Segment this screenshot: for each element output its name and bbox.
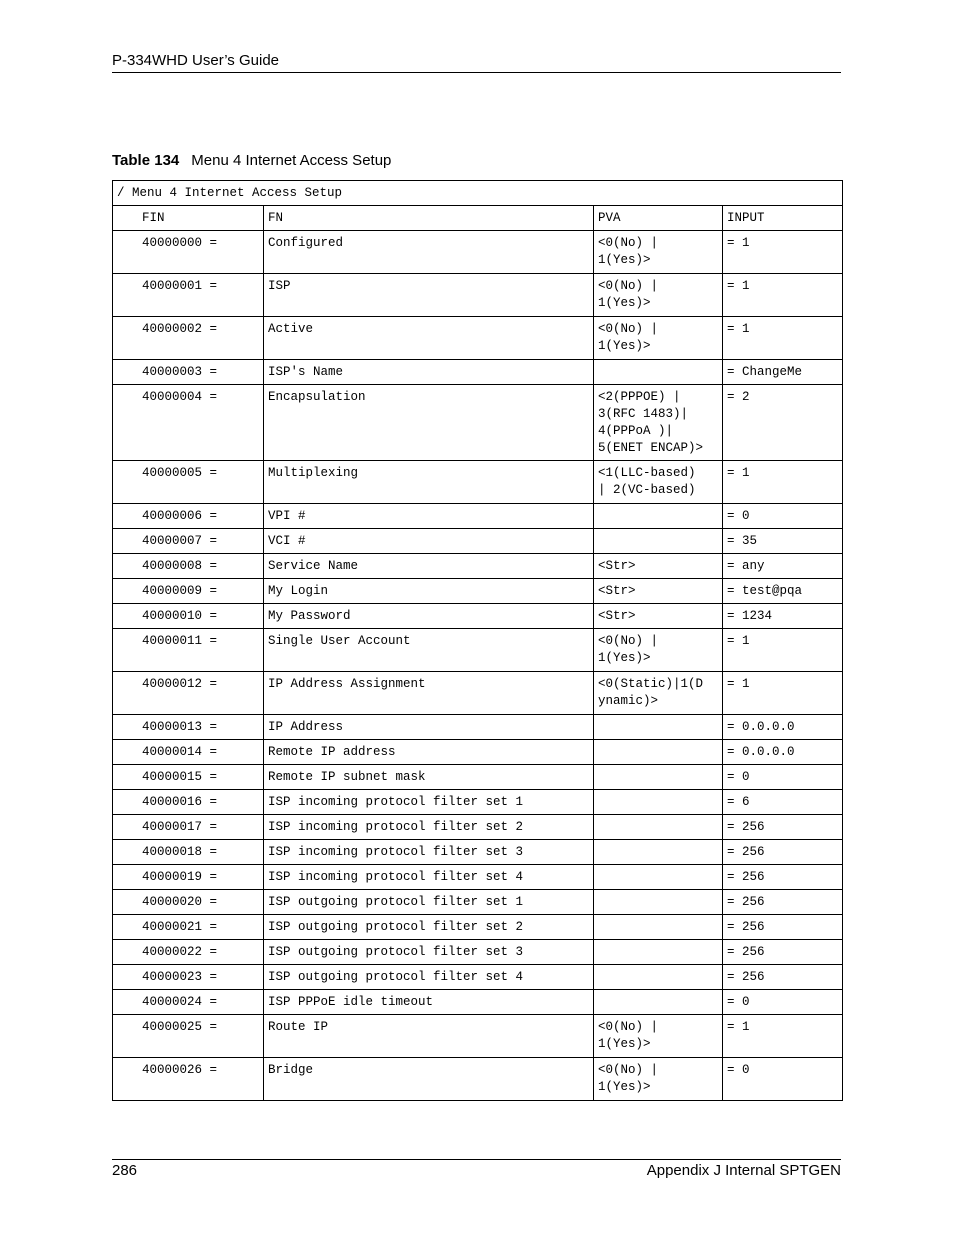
cell-pva: <2(PPPOE) | 3(RFC 1483)| 4(PPPoA )| 5(ENET ENCAP)>: [594, 385, 723, 461]
table-row: [113, 529, 843, 554]
cell-pva: [594, 890, 723, 915]
table-row: [113, 915, 843, 940]
cell-pva: <Str>: [594, 554, 723, 579]
cell-fn: Encapsulation: [264, 385, 594, 461]
table-header-row: [113, 206, 843, 231]
table-row: [113, 629, 843, 672]
cell-fn: ISP's Name: [264, 360, 594, 385]
table-row: [113, 965, 843, 990]
cell-fn: Active: [264, 317, 594, 360]
cell-fn: ISP PPPoE idle timeout: [264, 990, 594, 1015]
cell-pva: [594, 940, 723, 965]
cell-fin: 40000018 =: [113, 840, 264, 865]
cell-pva: <0(No) | 1(Yes)>: [594, 1058, 723, 1101]
cell-input: = 1: [723, 629, 843, 672]
cell-fin: 40000024 =: [113, 990, 264, 1015]
cell-pva: [594, 715, 723, 740]
cell-fn: My Password: [264, 604, 594, 629]
table-row: [113, 231, 843, 274]
cell-pva: <0(No) | 1(Yes)>: [594, 1015, 723, 1058]
table-row: [113, 990, 843, 1015]
cell-input: = 256: [723, 815, 843, 840]
cell-fn: ISP incoming protocol filter set 1: [264, 790, 594, 815]
column-header-fn: FN: [264, 206, 594, 231]
menu-setup-table: [112, 180, 843, 1101]
cell-pva: [594, 740, 723, 765]
cell-input: = 1: [723, 317, 843, 360]
cell-input: = 0: [723, 504, 843, 529]
cell-fn: IP Address: [264, 715, 594, 740]
cell-pva: [594, 990, 723, 1015]
cell-fin: 40000001 =: [113, 274, 264, 317]
cell-input: = 1234: [723, 604, 843, 629]
cell-fn: IP Address Assignment: [264, 672, 594, 715]
table-row: [113, 890, 843, 915]
cell-input: = 1: [723, 672, 843, 715]
table-caption-title: Menu 4 Internet Access Setup: [191, 152, 392, 169]
cell-input: = 256: [723, 965, 843, 990]
cell-input: = 1: [723, 274, 843, 317]
cell-fin: 40000008 =: [113, 554, 264, 579]
cell-input: = any: [723, 554, 843, 579]
cell-fin: 40000005 =: [113, 461, 264, 504]
cell-fin: 40000009 =: [113, 579, 264, 604]
cell-fin: 40000016 =: [113, 790, 264, 815]
cell-fin: 40000002 =: [113, 317, 264, 360]
cell-fin: 40000026 =: [113, 1058, 264, 1101]
cell-input: = 256: [723, 840, 843, 865]
cell-fin: 40000007 =: [113, 529, 264, 554]
cell-fn: ISP outgoing protocol filter set 3: [264, 940, 594, 965]
cell-pva: <Str>: [594, 604, 723, 629]
column-header-pva: PVA: [594, 206, 723, 231]
cell-input: = test@pqa: [723, 579, 843, 604]
cell-fn: ISP incoming protocol filter set 2: [264, 815, 594, 840]
cell-pva: <0(No) | 1(Yes)>: [594, 231, 723, 274]
cell-fin: 40000023 =: [113, 965, 264, 990]
cell-pva: <0(No) | 1(Yes)>: [594, 317, 723, 360]
cell-fn: ISP incoming protocol filter set 4: [264, 865, 594, 890]
cell-input: = 256: [723, 940, 843, 965]
header-divider: [112, 72, 841, 73]
cell-fn: Service Name: [264, 554, 594, 579]
cell-pva: <0(No) | 1(Yes)>: [594, 629, 723, 672]
table-row: [113, 504, 843, 529]
cell-fn: VPI #: [264, 504, 594, 529]
cell-input: = 0: [723, 765, 843, 790]
cell-fin: 40000019 =: [113, 865, 264, 890]
cell-fin: 40000022 =: [113, 940, 264, 965]
cell-fin: 40000025 =: [113, 1015, 264, 1058]
page-header-title: P-334WHD User’s Guide: [112, 52, 279, 69]
cell-input: = ChangeMe: [723, 360, 843, 385]
cell-input: = 0.0.0.0: [723, 715, 843, 740]
cell-input: = 0: [723, 1058, 843, 1101]
table-row: [113, 1015, 843, 1058]
cell-input: = 1: [723, 1015, 843, 1058]
table-row: [113, 604, 843, 629]
cell-input: = 256: [723, 890, 843, 915]
table-row: [113, 672, 843, 715]
cell-pva: [594, 915, 723, 940]
cell-fin: 40000010 =: [113, 604, 264, 629]
cell-fin: 40000006 =: [113, 504, 264, 529]
footer-section-title: Appendix J Internal SPTGEN: [646, 1162, 841, 1179]
table-row: [113, 840, 843, 865]
cell-fin: 40000020 =: [113, 890, 264, 915]
table-row: [113, 815, 843, 840]
cell-fin: 40000012 =: [113, 672, 264, 715]
cell-fn: Single User Account: [264, 629, 594, 672]
table-row: [113, 360, 843, 385]
cell-pva: <0(Static)|1(D ynamic)>: [594, 672, 723, 715]
cell-pva: [594, 790, 723, 815]
table-row: [113, 940, 843, 965]
menu-table-body: [113, 181, 843, 1101]
cell-pva: [594, 360, 723, 385]
cell-pva: [594, 529, 723, 554]
cell-fin: 40000004 =: [113, 385, 264, 461]
cell-pva: [594, 965, 723, 990]
cell-fin: 40000011 =: [113, 629, 264, 672]
cell-fn: Bridge: [264, 1058, 594, 1101]
table-row: [113, 740, 843, 765]
cell-fn: ISP: [264, 274, 594, 317]
cell-fn: Multiplexing: [264, 461, 594, 504]
cell-fin: 40000015 =: [113, 765, 264, 790]
cell-pva: [594, 815, 723, 840]
table-row: [113, 715, 843, 740]
cell-fn: ISP outgoing protocol filter set 1: [264, 890, 594, 915]
cell-input: = 35: [723, 529, 843, 554]
cell-fin: 40000014 =: [113, 740, 264, 765]
table-row: [113, 765, 843, 790]
table-row: [113, 865, 843, 890]
cell-fn: Remote IP subnet mask: [264, 765, 594, 790]
cell-fn: Remote IP address: [264, 740, 594, 765]
table-banner-row: [113, 181, 843, 206]
cell-pva: [594, 765, 723, 790]
cell-pva: [594, 840, 723, 865]
column-header-input: INPUT: [723, 206, 843, 231]
table-row: [113, 317, 843, 360]
cell-pva: <1(LLC-based) | 2(VC-based): [594, 461, 723, 504]
cell-input: = 256: [723, 865, 843, 890]
table-row: [113, 579, 843, 604]
table-row: [113, 554, 843, 579]
table-caption-label: Table 134: [112, 152, 180, 169]
cell-pva: [594, 504, 723, 529]
cell-input: = 6: [723, 790, 843, 815]
cell-fin: 40000013 =: [113, 715, 264, 740]
cell-fn: ISP incoming protocol filter set 3: [264, 840, 594, 865]
cell-input: = 256: [723, 915, 843, 940]
table-row: [113, 790, 843, 815]
cell-fn: VCI #: [264, 529, 594, 554]
cell-input: = 1: [723, 231, 843, 274]
cell-input: = 0: [723, 990, 843, 1015]
cell-fin: 40000017 =: [113, 815, 264, 840]
table-row: [113, 274, 843, 317]
cell-input: = 1: [723, 461, 843, 504]
cell-fn: Configured: [264, 231, 594, 274]
cell-fn: ISP outgoing protocol filter set 4: [264, 965, 594, 990]
cell-fn: My Login: [264, 579, 594, 604]
cell-input: = 2: [723, 385, 843, 461]
table-row: [113, 385, 843, 461]
table-row: [113, 461, 843, 504]
page-number: 286: [112, 1162, 138, 1179]
cell-fn: Route IP: [264, 1015, 594, 1058]
table-row: [113, 1058, 843, 1101]
cell-pva: <0(No) | 1(Yes)>: [594, 274, 723, 317]
cell-fin: 40000000 =: [113, 231, 264, 274]
cell-fn: ISP outgoing protocol filter set 2: [264, 915, 594, 940]
cell-fin: 40000021 =: [113, 915, 264, 940]
column-header-fin: FIN: [113, 206, 264, 231]
cell-pva: <Str>: [594, 579, 723, 604]
table-caption: [112, 152, 391, 169]
footer-divider: [112, 1159, 841, 1160]
cell-fin: 40000003 =: [113, 360, 264, 385]
cell-input: = 0.0.0.0: [723, 740, 843, 765]
table-banner: / Menu 4 Internet Access Setup: [113, 181, 843, 206]
cell-pva: [594, 865, 723, 890]
